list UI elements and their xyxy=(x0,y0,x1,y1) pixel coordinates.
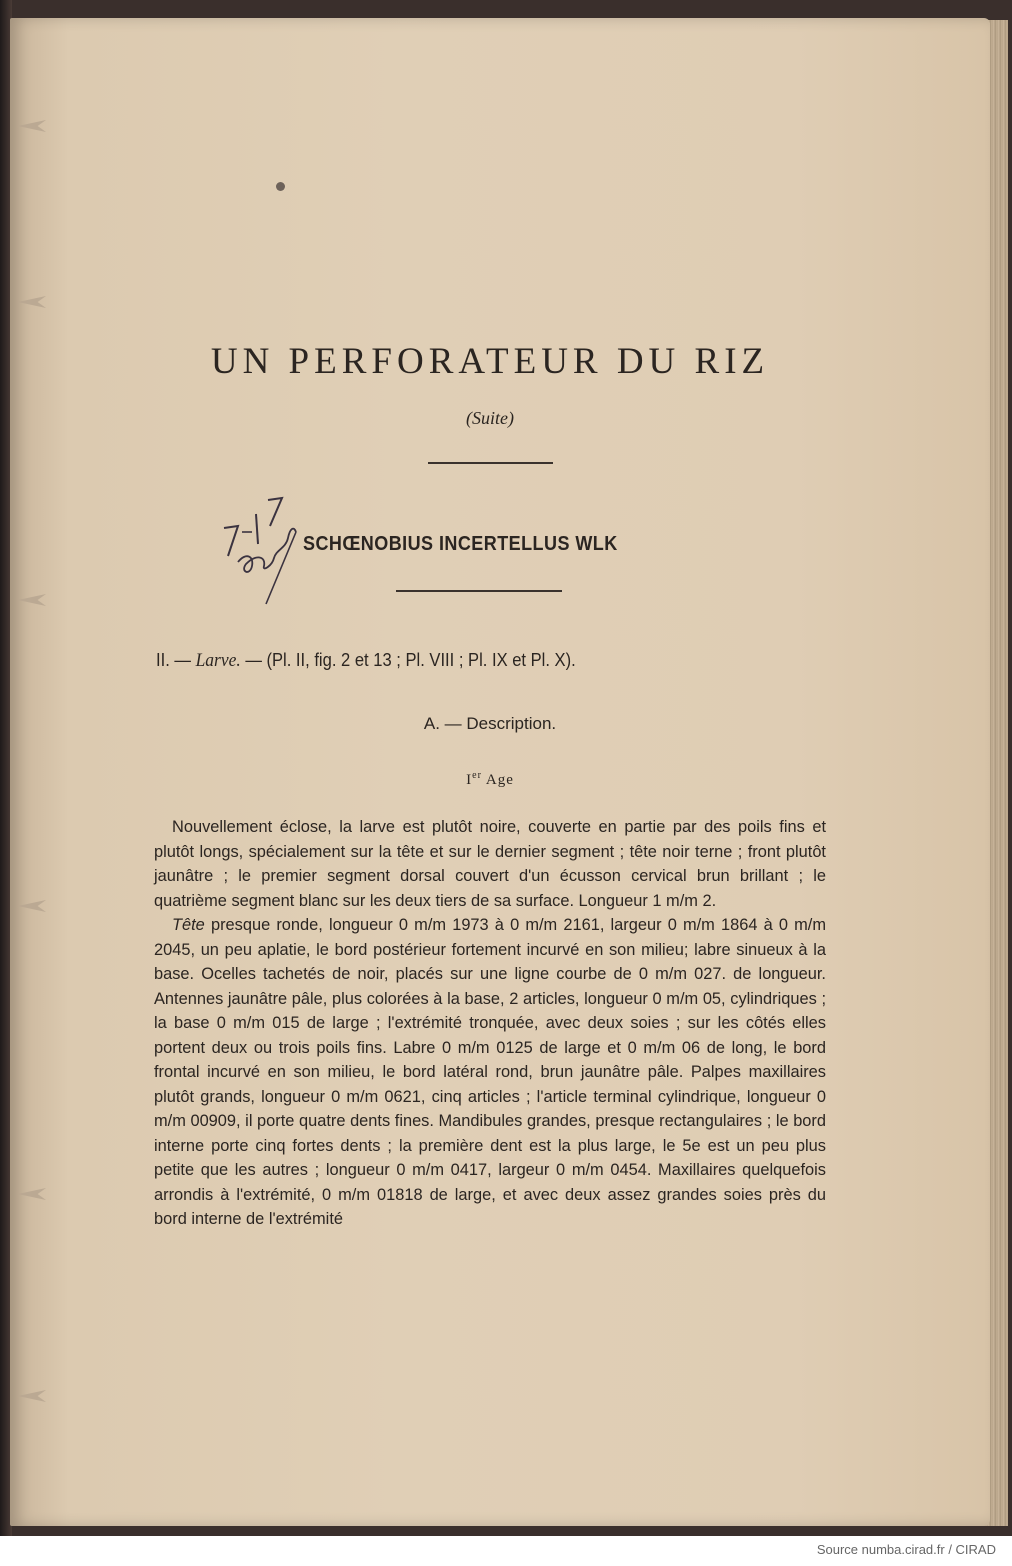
age-numeral: I xyxy=(466,772,473,788)
handwritten-annotation-icon xyxy=(212,492,302,612)
species-divider xyxy=(396,590,562,592)
paragraph: Nouvellement éclose, la larve est plutôt noire, couverte en partie par des poils fins et plutôt longs, spécialement sur la tête et sur le dernier segment ; tête noir terne ; front plutôt jaunâtre ; le premier segment dorsal couvert d'un écusson cervical brun brillant ; le quatrième segment blanc sur les deux tiers de sa surface. Longueur 1 m/m 2. xyxy=(154,818,826,910)
age-sup: er xyxy=(472,770,482,781)
larve-label: Larve. xyxy=(195,650,241,671)
source-credit[interactable]: Source numba.cirad.fr / CIRAD xyxy=(816,1542,996,1557)
title-divider xyxy=(428,462,553,464)
article-title: UN PERFORATEUR DU RIZ xyxy=(210,341,770,382)
section-heading: A. — Description. xyxy=(423,714,557,733)
larve-plates: — (Pl. II, fig. 2 et 13 ; Pl. VIII ; Pl. IX et Pl. X). xyxy=(240,650,576,670)
larve-prefix: II. — xyxy=(156,650,196,670)
larve-heading xyxy=(156,650,745,672)
body-text xyxy=(154,815,826,1232)
paragraph-body: presque ronde, longueur 0 m/m 1973 à 0 m/m 2161, largeur 0 m/m 1864 à 0 m/m 2045, un peu aplatie, le bord postérieur fortement incurvé en son milieu; labre sinueux à la base. Ocelles tachetés de noir, placés sur une ligne courbe de 0 m/m 027. de longueur. Antennes jaunâtre pâle, plus colorées à la base, 2 articles, longueur 0 m/m 05, cylindriques ; la base 0 m/m 015 de large ; l'extrémité tronquée, avec deux soies ; sur les côtés elles portent deux ou trois poils fins. Labre 0 m/m 0125 de large et 0 m/m 06 de long, le bord frontal incurvé en son milieu, le bord latéral rond, brun jaunâtre pâle. Palpes maxillaires plutôt grands, longueur 0 m/m 0621, cinq articles ; l'article terminal cylindrique, longueur 0 m/m 00909, il porte quatre dents fines. Mandibules grandes, presque rectangulaires ; le bord interne porte cinq fortes dents ; la première dent est la plus large, le 5e est un peu plus petite que les autres ; longueur 0 m/m 0417, largeur 0 m/m 0454. Maxillaires quelquefois arrondis à l'extrémité, 0 m/m 01818 de large, et avec deux assez grandes soies près du bord interne de l'extrémité xyxy=(154,916,826,1228)
paragraph-lead: Tête xyxy=(172,916,205,934)
article-subtitle: (Suite) xyxy=(466,408,514,428)
age-word: Age xyxy=(485,772,514,788)
ink-spot xyxy=(276,182,285,191)
species-heading: SCHŒNOBIUS INCERTELLUS WLK xyxy=(303,533,618,555)
age-heading xyxy=(200,770,780,789)
paragraph xyxy=(154,913,826,1232)
